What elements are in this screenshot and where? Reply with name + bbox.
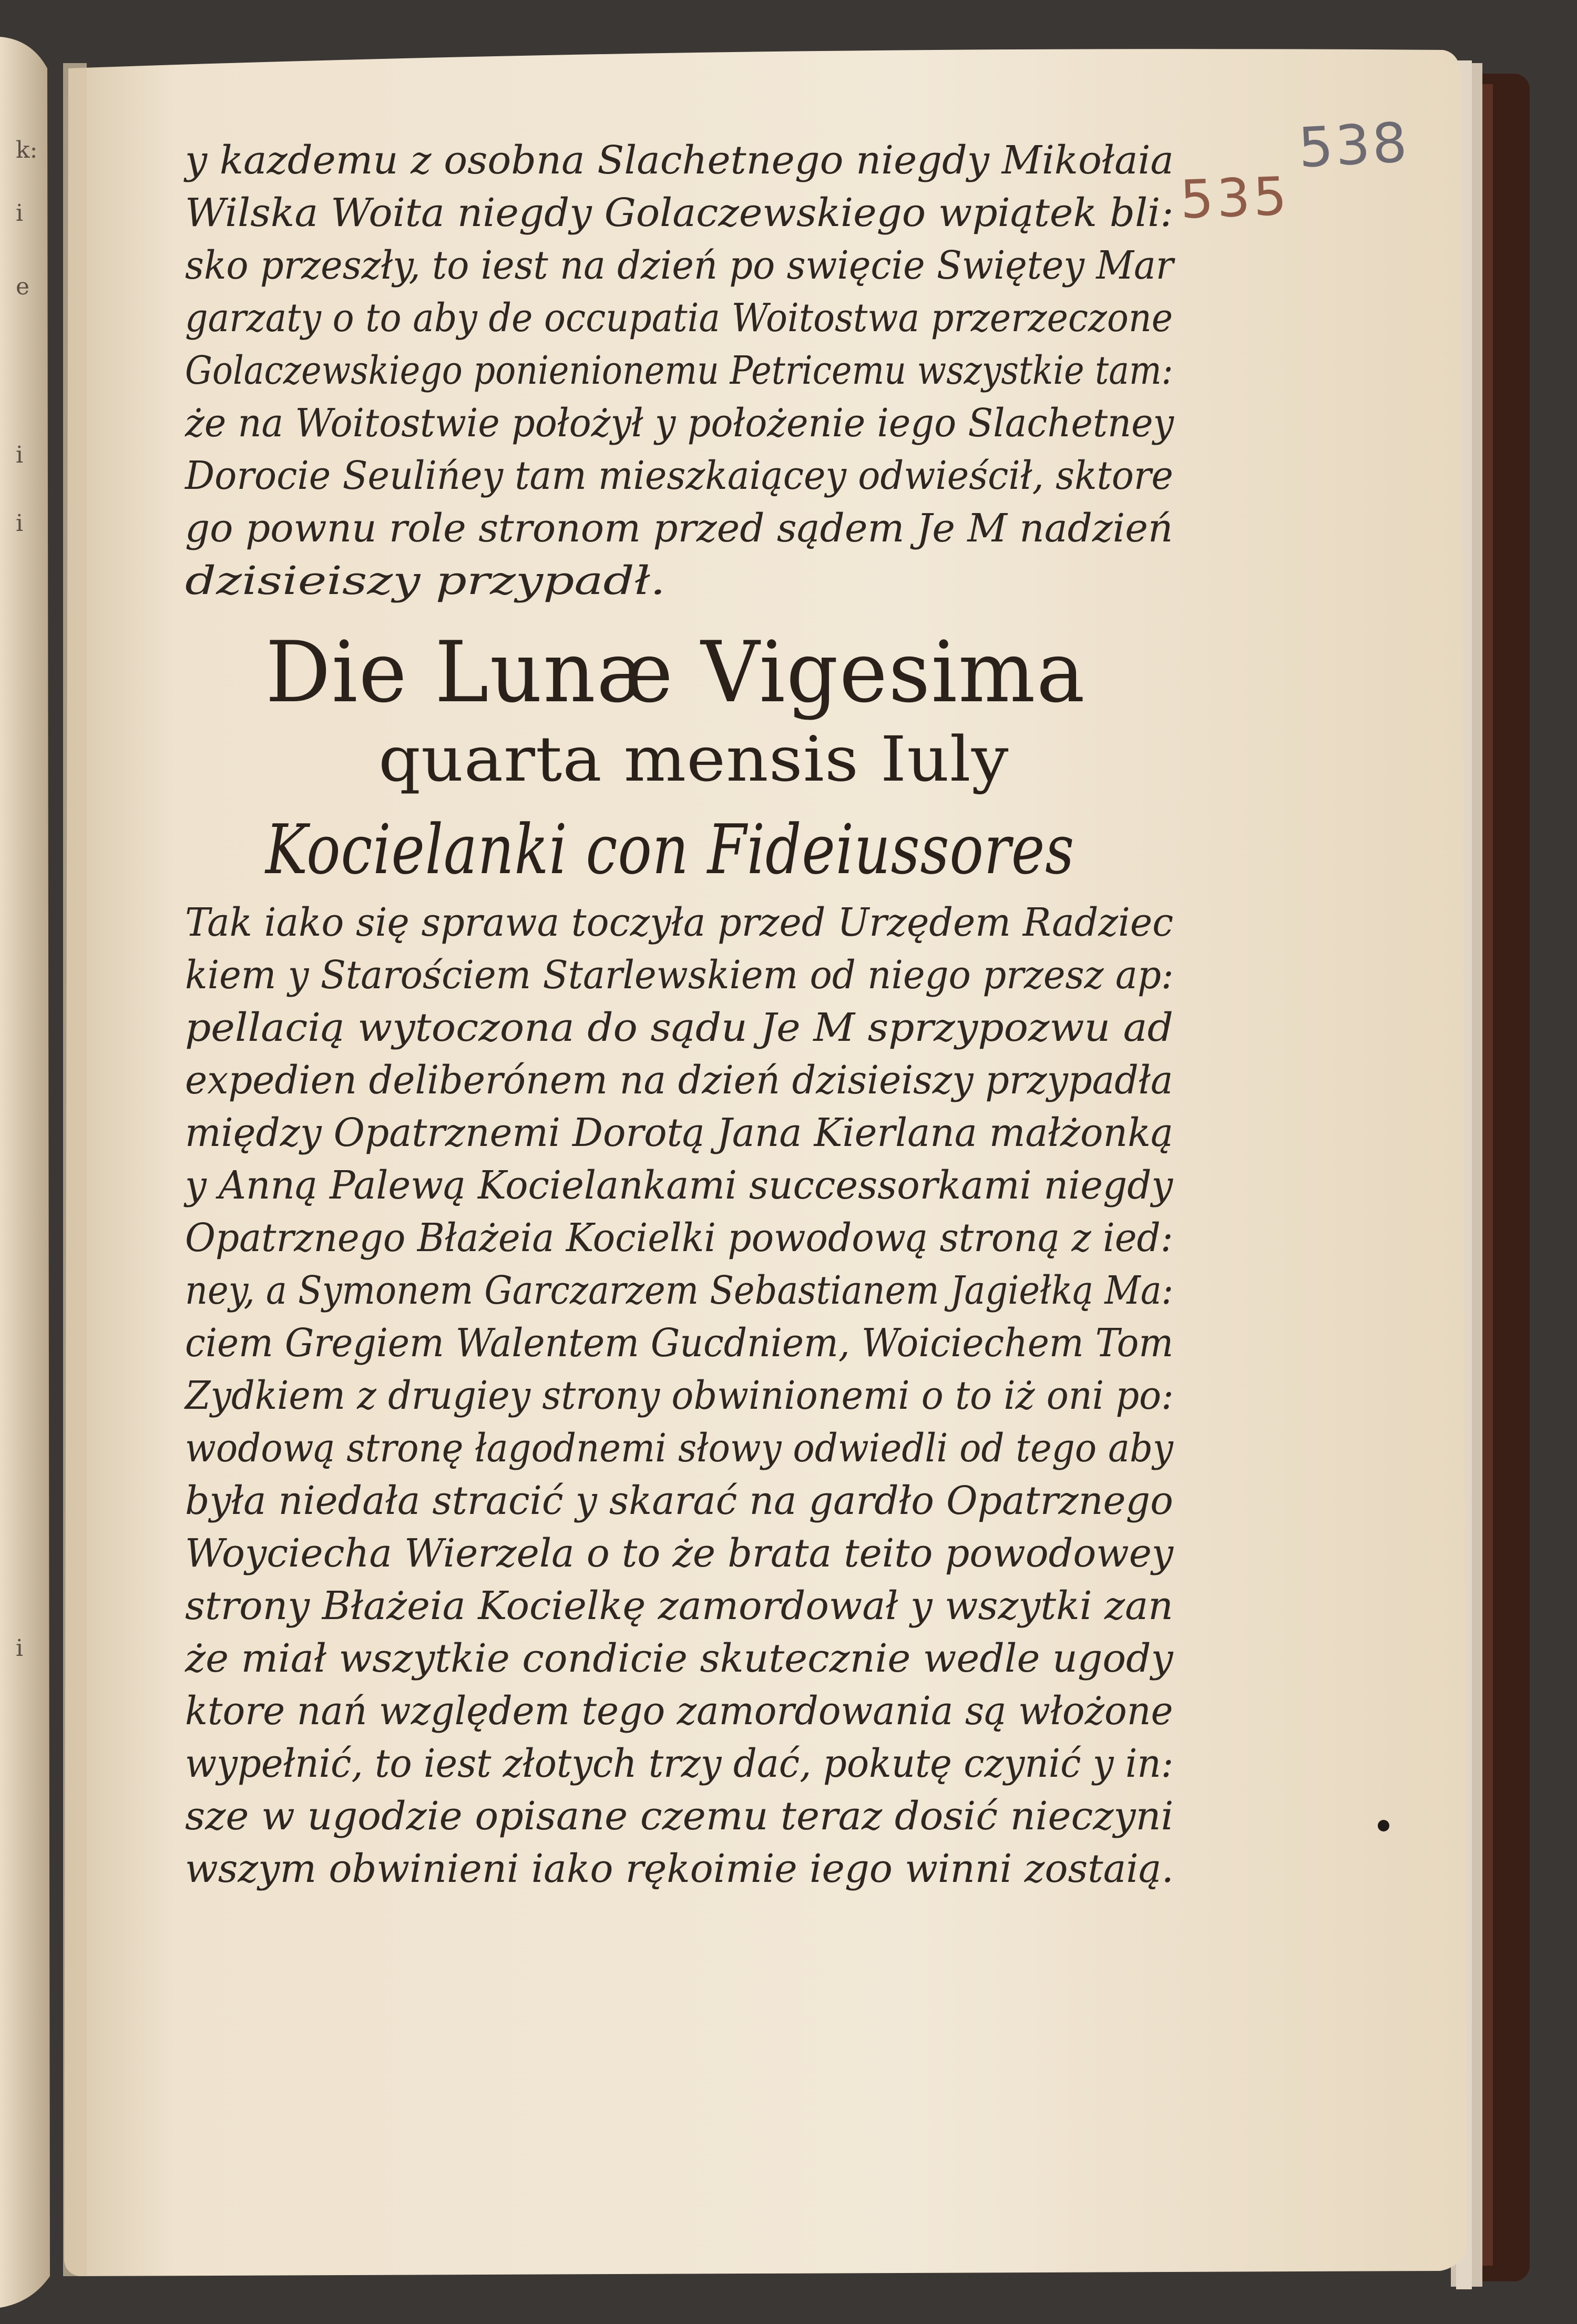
svg-text:i: i [16, 1635, 24, 1662]
text-line: Wilska Woita niegdy Golaczewskiego wpiątek bli: [185, 190, 1174, 236]
ink-dot [1378, 1820, 1389, 1831]
text-line: Tak iako się sprawa toczyła przed Urzędem Radziec [185, 900, 1174, 945]
text-line: między Opatrznemi Dorotą Jana Kierlana małżonką [185, 1110, 1174, 1155]
text-line: Golaczewskiego ponienionemu Petricemu wszystkie tam: [185, 348, 1173, 393]
left-facing-page [0, 37, 50, 2308]
text-line: dzisieiszy przypadł. [185, 558, 666, 603]
svg-text:i: i [16, 200, 24, 227]
svg-text:k:: k: [16, 137, 38, 163]
text-line: Woyciecha Wierzela o to że brata teito powodowey [185, 1531, 1174, 1576]
text-line: go pownu role stronom przed sądem Je M nadzień [185, 506, 1173, 551]
text-line: y kazdemu z osobna Slachetnego niegdy Mikołaia [185, 138, 1174, 183]
date-heading: Die Lunæ Vigesima [265, 623, 1086, 721]
text-line: strony Błażeia Kocielkę zamordował y wszytki zan [185, 1583, 1173, 1629]
text-line: wszym obwinieni iako rękoimie iego winni zostaią. [185, 1846, 1174, 1891]
folio-number-pencil: 538 [1296, 110, 1411, 180]
text-line: że miał wszytkie condicie skutecznie wedle ugody [185, 1636, 1173, 1681]
text-line: garzaty o to aby de occupatia Woitostwa przerzeczone [185, 295, 1173, 341]
date-heading-continued: quarta mensis Iuly [378, 723, 1009, 795]
text-line: wypełnić, to iest złotych trzy dać, pokutę czynić y in: [185, 1741, 1174, 1786]
text-line: Opatrznego Błażeia Kocielki powodową stroną z ied: [185, 1215, 1173, 1261]
svg-text:i: i [16, 510, 24, 537]
case-title: Kocielanki con Fideiussores [265, 810, 1075, 889]
folio-number-ink: 535 [1179, 165, 1291, 231]
preamble-text-block [185, 134, 1310, 607]
entry-text-block [185, 896, 1279, 1895]
text-line: była niedała stracić y skarać na gardło Opatrznego [185, 1478, 1173, 1523]
text-line: wodową stronę łagodnemi słowy odwiedli od tego aby [185, 1426, 1173, 1471]
text-line: kiem y Starościem Starlewskiem od niego przesz ap: [185, 953, 1174, 998]
text-line: Zydkiem z drugiey strony obwinionemi o to iż oni po: [185, 1373, 1174, 1418]
text-line: ktore nań względem tego zamordowania są włożone [185, 1688, 1173, 1734]
text-line: że na Woitostwie położył y położenie iego Slachetney [185, 401, 1174, 446]
text-line: expedien deliberónem na dzień dzisieiszy przypadła [185, 1058, 1173, 1103]
text-line: pellacią wytoczona do sądu Je M sprzypozwu ad [185, 1005, 1173, 1050]
text-line: y Anną Palewą Kocielankami successorkami niegdy [185, 1163, 1173, 1208]
text-line: sko przeszły, to iest na dzień po swięcie Swiętey Mar [185, 243, 1174, 288]
svg-text:i: i [16, 442, 24, 468]
text-line: sze w ugodzie opisane czemu teraz dosić nieczyni [185, 1794, 1174, 1839]
text-line: Dorocie Seulińey tam mieszkaiącey odwieścił, sktore [185, 453, 1173, 498]
text-line: ciem Gregiem Walentem Gucdniem, Woiciechem Tom [185, 1320, 1174, 1366]
svg-text:e: e [16, 273, 30, 300]
text-line: ney, a Symonem Garczarzem Sebastianem Jagiełką Ma: [185, 1268, 1174, 1313]
